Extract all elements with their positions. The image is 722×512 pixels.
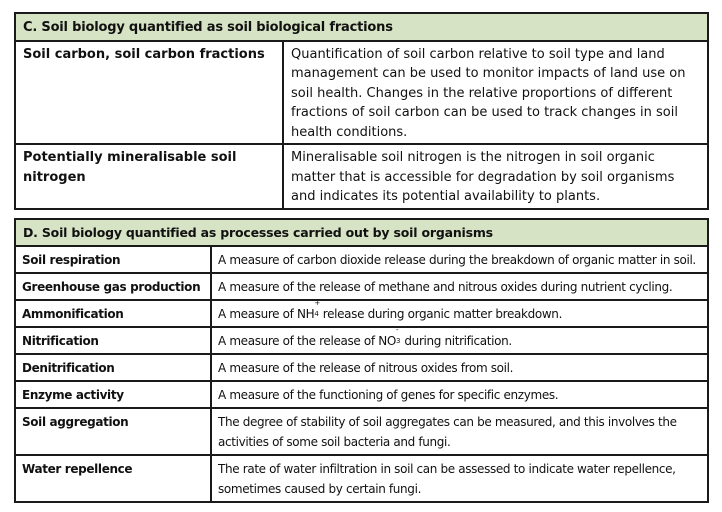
table-header-row	[15, 13, 708, 41]
row-label: Water repellence	[15, 455, 211, 502]
ammonium-formula	[297, 299, 320, 321]
description-text: during nitrification.	[400, 334, 512, 348]
row-description	[211, 300, 708, 327]
row-description: A measure of the release of methane and nitrous oxides during nutrient cycling.	[211, 273, 708, 300]
description-text: release during organic matter breakdown.	[319, 307, 563, 321]
description-text: A measure of the release of	[218, 334, 379, 348]
formula-subscript: 4	[314, 310, 319, 318]
row-label: Soil aggregation	[15, 408, 211, 455]
row-description: A measure of carbon dioxide release during the breakdown of organic matter in soil.	[211, 246, 708, 273]
row-label: Ammonification	[15, 300, 211, 327]
table-row	[15, 144, 708, 209]
formula-base: NH	[297, 307, 315, 321]
row-description: Quantification of soil carbon relative to soil type and land management can be used to monitor impacts of land use on soil health. Changes in the relative proportions of different fractions of soil carbon can be used to track changes in soil health conditions.	[283, 41, 708, 145]
row-description: A measure of the functioning of genes for specific enzymes.	[211, 381, 708, 408]
table-title: C. Soil biology quantified as soil biological fractions	[15, 13, 708, 41]
row-label: Greenhouse gas production	[15, 273, 211, 300]
row-label: Enzyme activity	[15, 381, 211, 408]
row-label: Soil carbon, soil carbon fractions	[15, 41, 283, 145]
row-description: The degree of stability of soil aggregates can be measured, and this involves the activities of some soil bacteria and fungi.	[211, 408, 708, 455]
table-row	[15, 381, 708, 408]
formula-base: NO	[378, 334, 396, 348]
row-description: Mineralisable soil nitrogen is the nitrogen in soil organic matter that is accessible for degradation by soil organisms and indicates its potential availability to plants.	[283, 144, 708, 209]
formula-subscript: 3	[395, 337, 401, 345]
nitrate-formula	[378, 326, 401, 348]
table-soil-biological-fractions	[14, 12, 709, 210]
row-label: Denitrification	[15, 354, 211, 381]
row-description	[211, 327, 708, 354]
row-description: The rate of water infiltration in soil can be assessed to indicate water repellence, sometimes caused by certain fungi.	[211, 455, 708, 502]
table-title: D. Soil biology quantified as processes carried out by soil organisms	[15, 219, 708, 246]
description-text: A measure of	[218, 307, 298, 321]
table-row	[15, 300, 708, 327]
table-row	[15, 455, 708, 502]
table-soil-processes	[14, 218, 709, 503]
row-description: A measure of the release of nitrous oxides from soil.	[211, 354, 708, 381]
table-row	[15, 246, 708, 273]
formula-charge: -	[395, 326, 399, 334]
table-row	[15, 327, 708, 354]
row-label: Potentially mineralisable soil nitrogen	[15, 144, 283, 209]
table-header-row	[15, 219, 708, 246]
table-row	[15, 354, 708, 381]
table-row	[15, 273, 708, 300]
row-label: Nitrification	[15, 327, 211, 354]
row-label: Soil respiration	[15, 246, 211, 273]
table-row	[15, 41, 708, 145]
formula-charge: +	[314, 299, 320, 307]
table-row	[15, 408, 708, 455]
